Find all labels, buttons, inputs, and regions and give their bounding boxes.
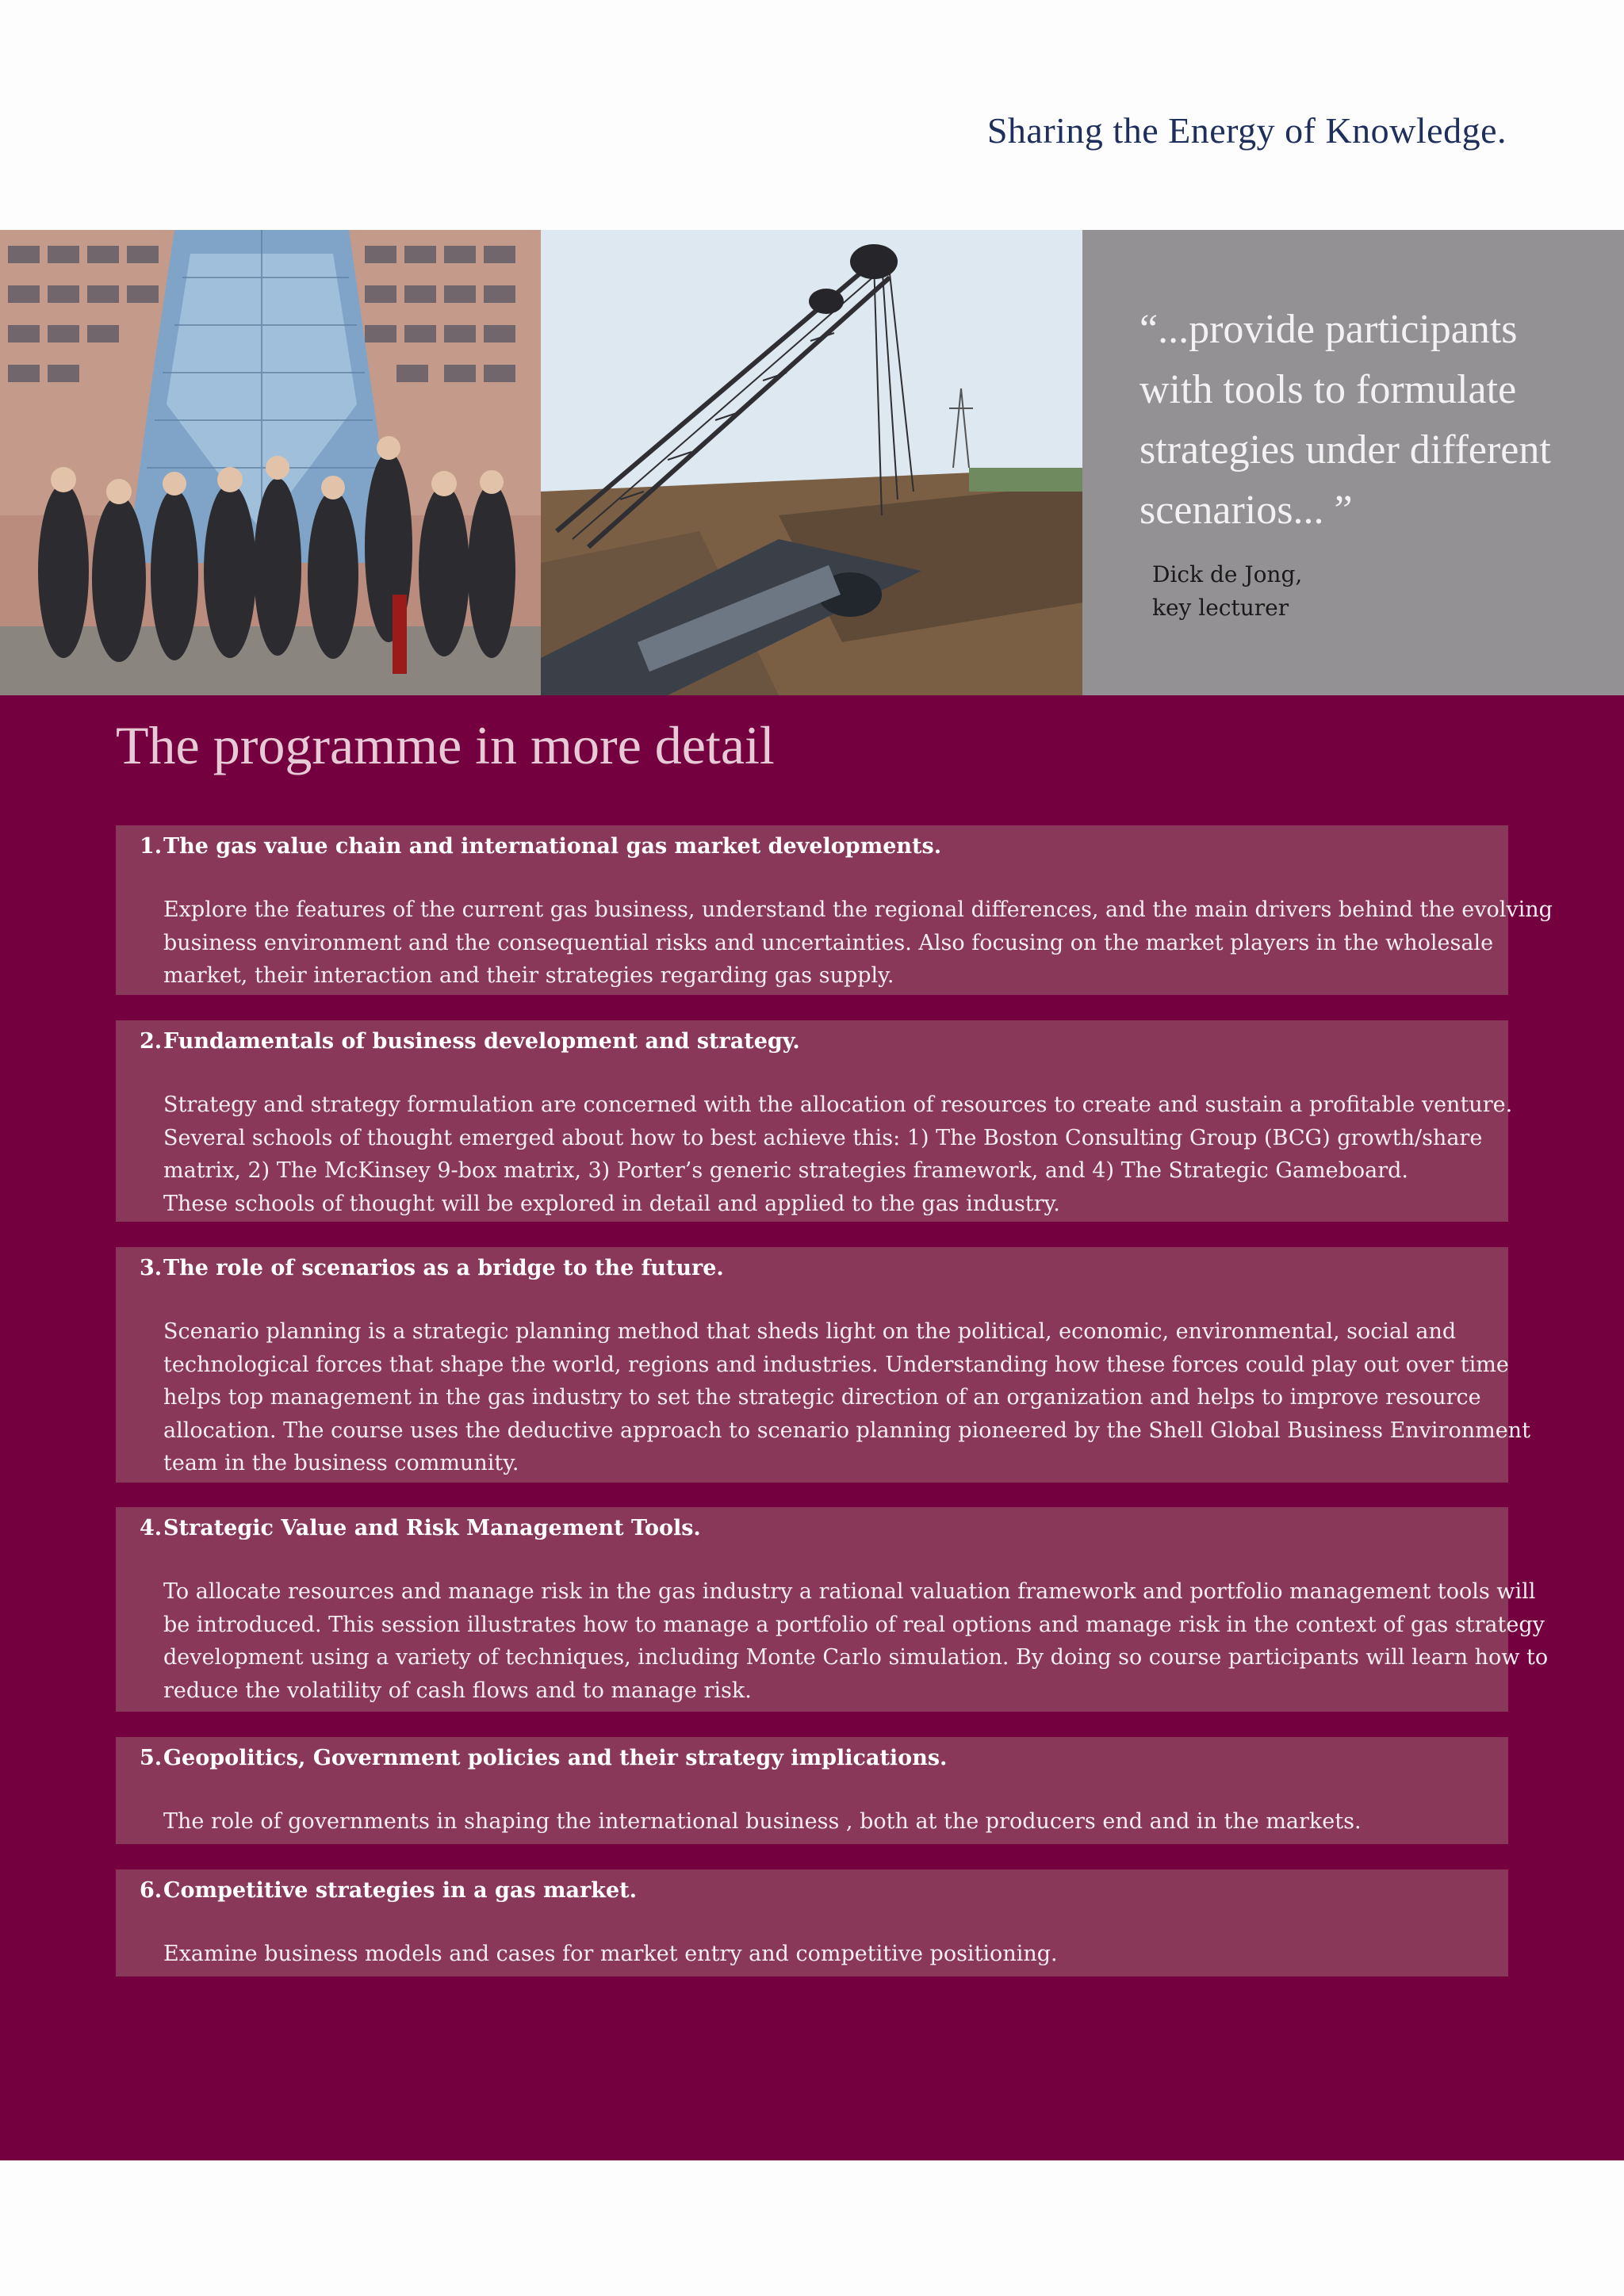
quote-line: “...provide participants [1139,307,1518,352]
module-title: Competitive strategies in a gas market. [163,1878,638,1903]
module-text-line: These schools of thought will be explored in detail and applied to the gas industry. [163,1191,1060,1216]
module-heading [140,1512,1477,1545]
module-text-line: development using a variety of techniques, including Monte Carlo simulation. By doing so course participants will learn how to [163,1645,1549,1670]
module-text-line: To allocate resources and manage risk in the gas industry a rational valuation framework and portfolio management tools will [163,1579,1536,1604]
module-description [140,1938,1477,1971]
module-heading [140,1025,1477,1058]
module-text-line: Scenario planning is a strategic planning method that sheds light on the political, economic, environmental, social and [163,1319,1457,1344]
pipeline-construction-image [541,230,1082,695]
quote-panel [1082,230,1624,695]
module-text-line: be introduced. This session illustrates how to manage a portfolio of real options and manage risk in the context of gas strategy [163,1612,1545,1637]
module-1 [116,825,1553,995]
module-title: Fundamentals of business development and strategy. [163,1029,800,1054]
quote-line: strategies under different [1139,427,1551,473]
module-text-line: Explore the features of the current gas business, understand the regional differences, and the main drivers behind the evolving [163,897,1553,922]
module-text-line: matrix, 2) The McKinsey 9-box matrix, 3) Porter’s generic strategies framework, and 4) The Strategic Gameboard. [163,1158,1408,1183]
group-photo-image [0,230,541,695]
quote-attribution [1152,558,1302,625]
quote-author-name: Dick de Jong, [1152,561,1303,587]
module-2 [116,1020,1513,1222]
pipeline-construction-photo [541,230,1082,695]
module-description [140,894,1553,993]
module-title: Geopolitics, Government policies and their strategy implications. [163,1746,948,1770]
module-number: 2. [140,1029,163,1054]
module-number: 6. [140,1878,163,1903]
programme-section [0,695,1624,2160]
module-description [140,1315,1530,1480]
quote-line: scenarios... ” [1139,488,1353,533]
section-title: The programme in more detail [116,715,775,775]
module-heading [140,1874,1477,1908]
module-5 [116,1737,1508,1844]
photo-strip [0,230,1624,695]
module-number: 1. [140,834,163,859]
module-heading [140,1742,1477,1775]
module-title: The gas value chain and international gas market developments. [163,834,942,859]
module-text-line: Several schools of thought emerged about how to best achieve this: 1) The Boston Consulting Group (BCG) growth/share [163,1125,1483,1150]
module-title: The role of scenarios as a bridge to the future. [163,1256,724,1280]
module-text-line: Examine business models and cases for market entry and competitive positioning. [163,1942,1058,1966]
group-photo [0,230,541,695]
tagline: Sharing the Energy of Knowledge. [986,110,1507,151]
module-text-line: Strategy and strategy formulation are concerned with the allocation of resources to create and sustain a profitable venture. [163,1093,1513,1117]
module-heading [140,830,1477,863]
module-description [140,1089,1513,1220]
module-number: 5. [140,1746,163,1770]
pull-quote [1139,300,1603,541]
quote-author-role: key lecturer [1152,595,1289,621]
module-text-line: market, their interaction and their strategies regarding gas supply. [163,963,894,988]
module-description [140,1575,1549,1707]
module-text-line: team in the business community. [163,1451,519,1475]
module-4 [116,1507,1549,1712]
module-text-line: reduce the volatility of cash flows and to manage risk. [163,1678,752,1703]
module-text-line: technological forces that shape the world, regions and industries. Understanding how these forces could play out over time [163,1352,1509,1377]
module-heading [140,1252,1477,1285]
quote-line: with tools to formulate [1139,367,1517,412]
module-6 [116,1869,1508,1976]
module-3 [116,1247,1530,1483]
module-number: 3. [140,1256,163,1280]
module-text-line: The role of governments in shaping the international business , both at the producers end and in the markets. [163,1809,1362,1834]
module-title: Strategic Value and Risk Management Tools. [163,1516,701,1540]
module-text-line: business environment and the consequential risks and uncertainties. Also focusing on the market players in the wholesale [163,930,1494,955]
module-number: 4. [140,1516,163,1540]
module-text-line: helps top management in the gas industry to set the strategic direction of an organization and helps to improve resource [163,1385,1481,1410]
module-description [140,1805,1477,1839]
module-text-line: allocation. The course uses the deductive approach to scenario planning pioneered by the Shell Global Business Environment [163,1418,1530,1443]
